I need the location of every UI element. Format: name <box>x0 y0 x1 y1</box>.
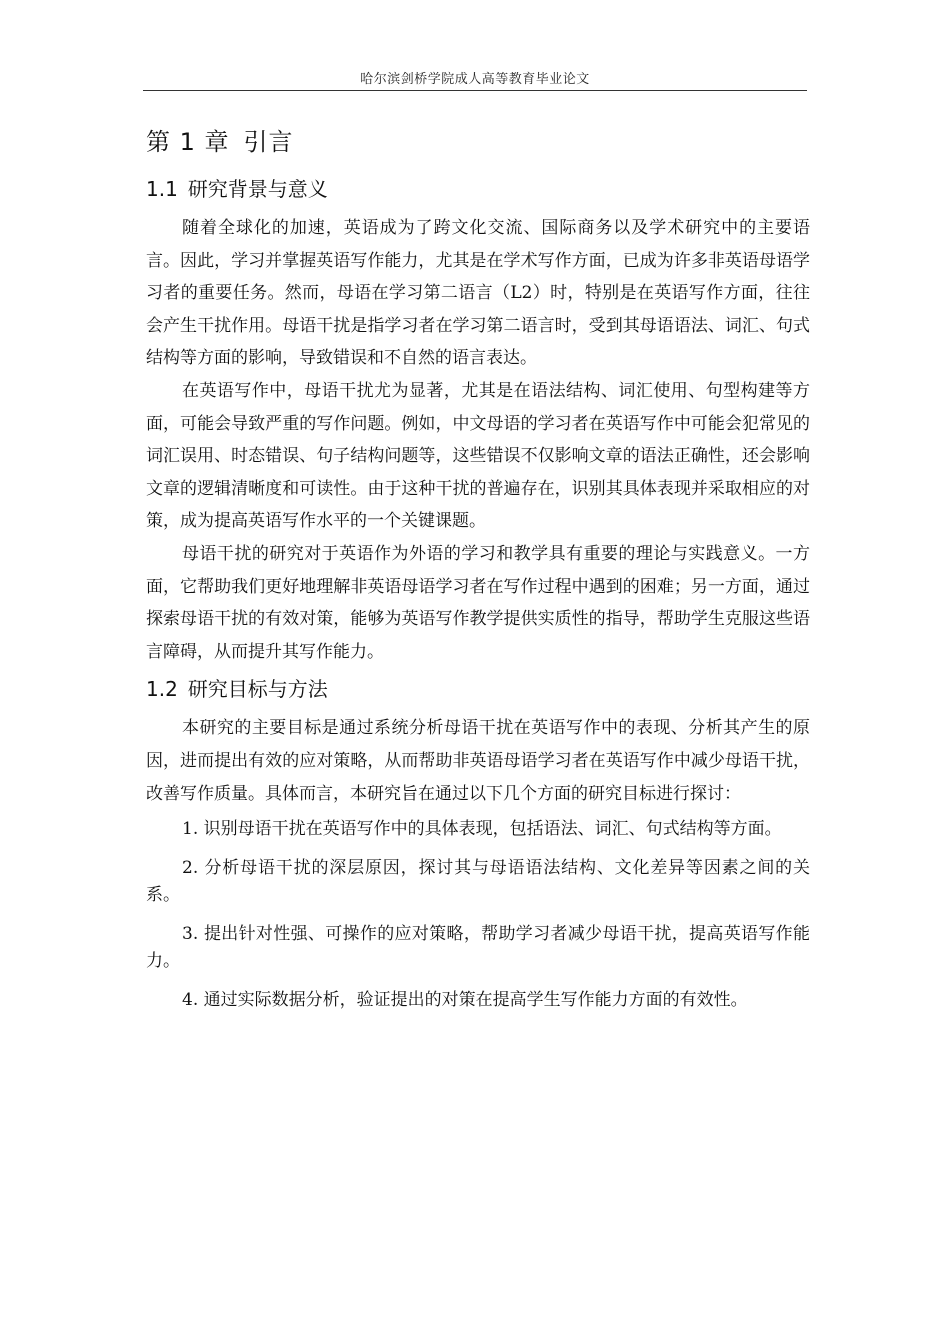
section-title-1-1 <box>146 174 810 204</box>
list-item: 2. 分析母语干扰的深层原因，探讨其与母语语法结构、文化差异等因素之间的关系。 <box>146 858 810 906</box>
chapter-title-text: 引言 <box>243 128 294 156</box>
section-number: 1.1 <box>146 177 178 201</box>
paragraph: 本研究的主要目标是通过系统分析母语干扰在英语写作中的表现、分析其产生的原因，进而提出有效的应对策略，从而帮助非英语母语学习者在英语写作中减少母语干扰，改善写作质量。具体而言，本研究旨在通过以下几个方面的研究目标进行探讨： <box>146 718 810 804</box>
section-title-text: 研究目标与方法 <box>187 677 328 702</box>
list-item: 3. 提出针对性强、可操作的应对策略，帮助学习者减少母语干扰，提高英语写作能力。 <box>146 924 810 972</box>
section-title-1-2 <box>146 674 810 704</box>
section-number: 1.2 <box>146 677 178 702</box>
chapter-title <box>146 124 810 160</box>
paragraph: 母语干扰的研究对于英语作为外语的学习和教学具有重要的理论与实践意义。一方面，它帮助我们更好地理解非英语母语学习者在写作过程中遇到的困难；另一方面，通过探索母语干扰的有效对策，能够为英语写作教学提供实质性的指导，帮助学生克服这些语言障碍，从而提升其写作能力。 <box>146 543 810 662</box>
page-header: 哈尔滨剑桥学院成人高等教育毕业论文 <box>360 72 590 87</box>
list-item: 4. 通过实际数据分析，验证提出的对策在提高学生写作能力方面的有效性。 <box>182 990 748 1011</box>
header-divider <box>143 90 807 91</box>
section-title-text: 研究背景与意义 <box>187 177 328 201</box>
document-body <box>146 124 810 1026</box>
list-item: 1. 识别母语干扰在英语写作中的具体表现，包括语法、词汇、句式结构等方面。 <box>182 819 782 840</box>
chapter-number: 第 1 章 <box>146 128 230 156</box>
paragraph: 随着全球化的加速，英语成为了跨文化交流、国际商务以及学术研究中的主要语言。因此，学习并掌握英语写作能力，尤其是在学术写作方面，已成为许多非英语母语学习者的重要任务。然而，母语在学习第二语言（L2）时，特别是在英语写作方面，往往会产生干扰作用。母语干扰是指学习者在学习第二语言时，受到其母语语法、词汇、句式结构等方面的影响，导致错误和不自然的语言表达。 <box>146 218 810 369</box>
paragraph: 在英语写作中，母语干扰尤为显著，尤其是在语法结构、词汇使用、句型构建等方面，可能会导致严重的写作问题。例如，中文母语的学习者在英语写作中可能会犯常见的词汇误用、时态错误、句子结构问题等，这些错误不仅影响文章的语法正确性，还会影响文章的逻辑清晰度和可读性。由于这种干扰的普遍存在，识别其具体表现并采取相应的对策，成为提高英语写作水平的一个关键课题。 <box>146 380 810 532</box>
